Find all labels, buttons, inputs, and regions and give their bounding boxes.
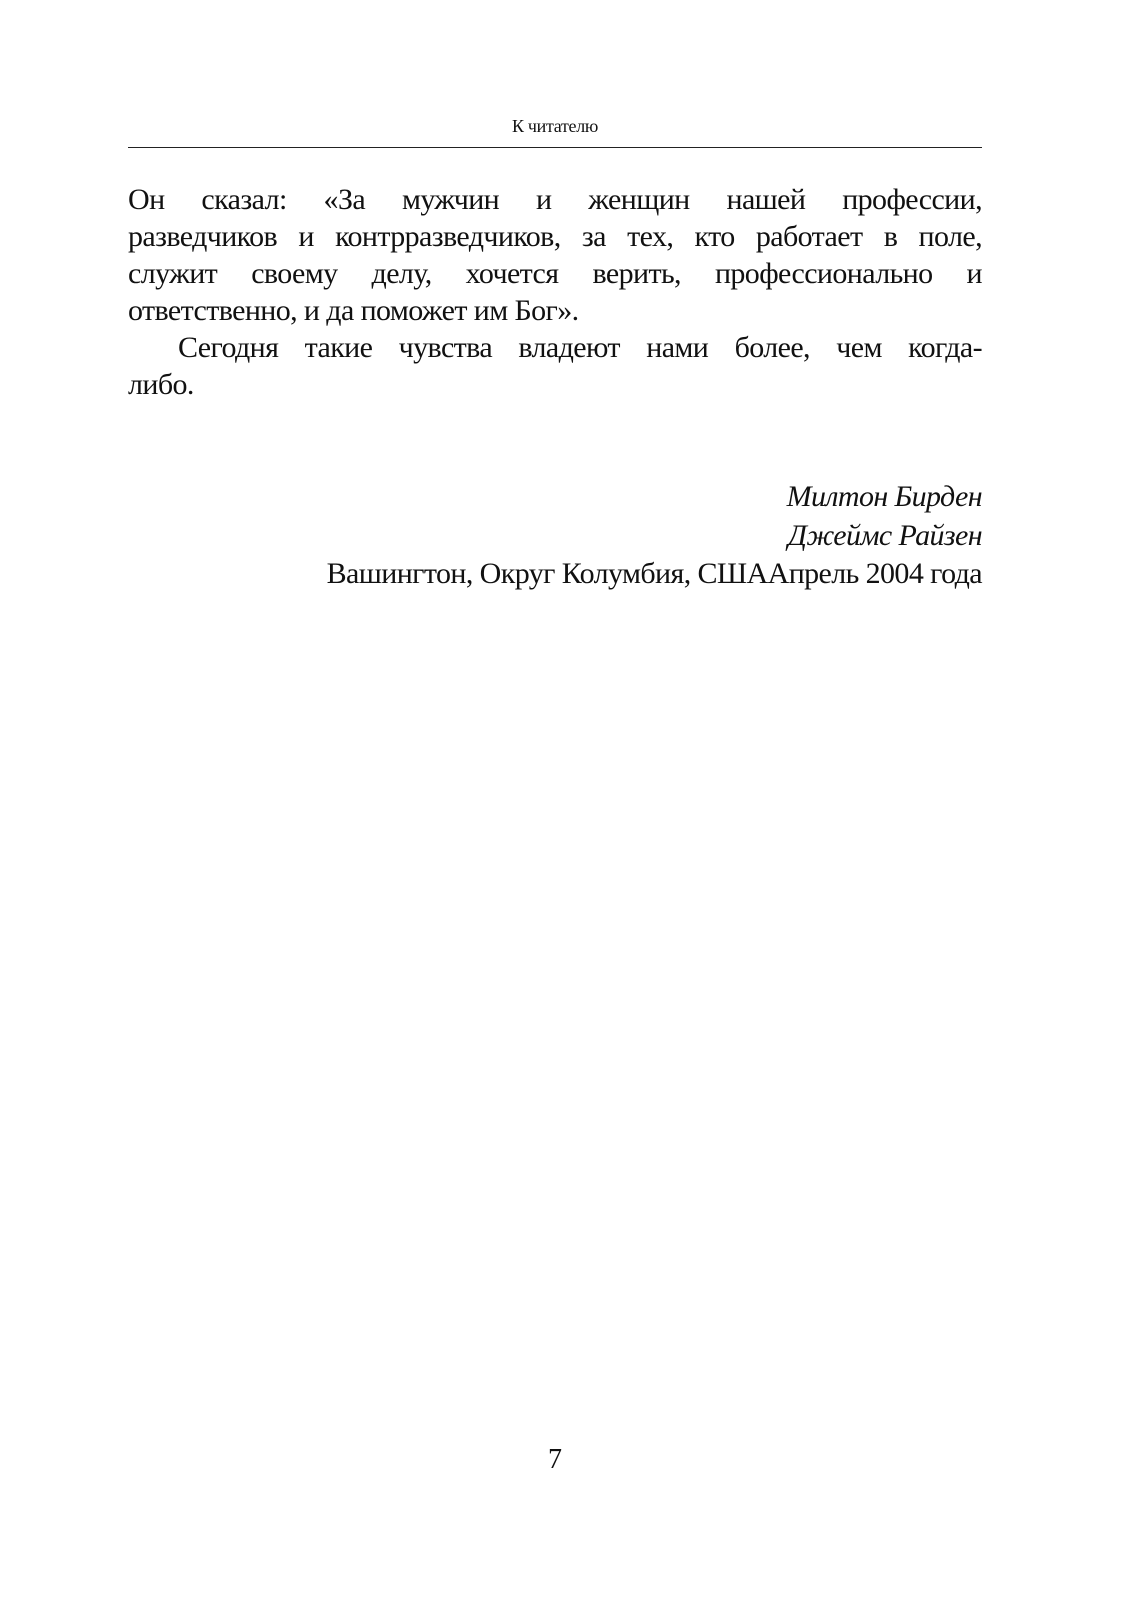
body-line: разведчиков и контрразведчиков, за тех, кто работает в поле, [128,220,982,253]
author-signature-2: Джеймс Райзен [787,519,982,552]
body-line: либо. [128,368,194,401]
place-date: Вашингтон, Округ Колумбия, СШААпрель 2004 года [326,557,982,590]
author-signature-1: Милтон Бирден [786,480,982,513]
body-line: Он сказал: «За мужчин и женщин нашей профессии, [128,183,982,216]
running-header: К читателю [511,116,599,136]
body-line: служит своему делу, хочется верить, профессионально и [128,257,982,290]
header-rule [128,147,982,148]
body-line: Сегодня такие чувства владеют нами более, чем когда- [178,331,982,364]
body-line: ответственно, и да поможет им Бог». [128,294,579,327]
page-number: 7 [548,1444,562,1475]
